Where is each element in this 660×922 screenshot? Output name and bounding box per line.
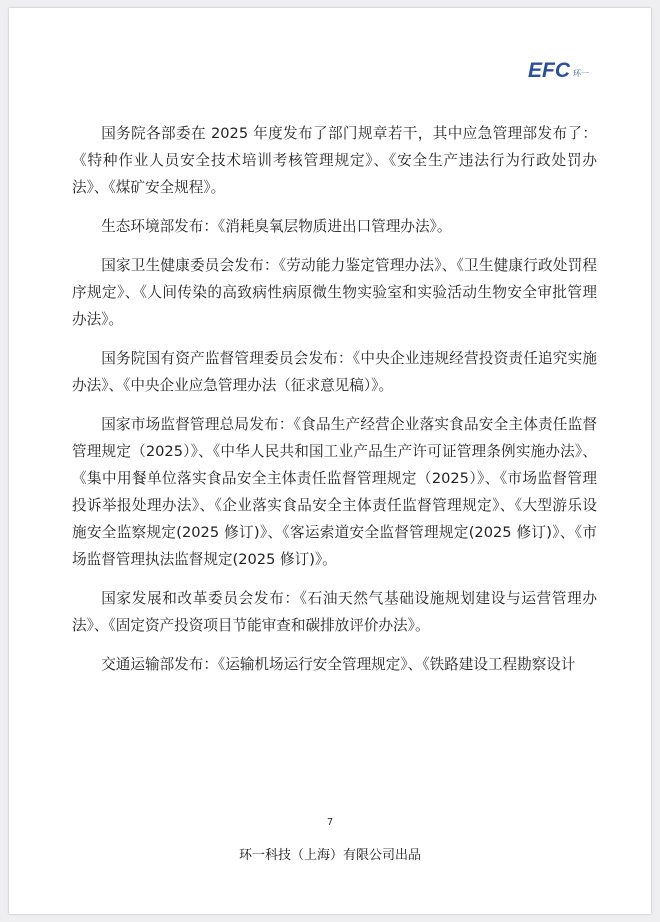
page-number: 7	[326, 817, 334, 828]
paragraph-health-commission: 国家卫生健康委员会发布：《劳动能力鉴定管理办法》、《卫生健康行政处罚程序规定》、《人间传染的高致病性病原微生物实验室和实验活动生物安全审批管理办法》。	[72, 257, 597, 328]
document-page	[9, 8, 651, 914]
company-logo	[528, 60, 589, 82]
paragraph-emergency-management: 国务院各部委在 2025 年度发布了部门规章若干，其中应急管理部发布了：《特种作业人员安全技术培训考核管理规定》、《安全生产违法行为行政处罚办法》、《煤矿安全规程》。	[72, 125, 597, 196]
logo-mark: EFC	[528, 59, 570, 82]
paragraph-ndrc: 国家发展和改革委员会发布：《石油天然气基础设施规划建设与运营管理办法》、《固定资产投资项目节能审查和碳排放评价办法》。	[72, 590, 597, 634]
footer-publisher: 环一科技（上海）有限公司出品	[238, 848, 421, 863]
document-body	[72, 120, 597, 690]
paragraph-transport: 交通运输部发布：《运输机场运行安全管理规定》、《铁路建设工程勘察设计	[101, 656, 576, 673]
paragraph-sasac: 国务院国有资产监督管理委员会发布：《中央企业违规经营投资责任追究实施办法》、《中央企业应急管理办法（征求意见稿）》。	[72, 350, 597, 394]
paragraph-market-regulation: 国家市场监督管理总局发布：《食品生产经营企业落实食品安全主体责任监督管理规定（2025）》、《中华人民共和国工业产品生产许可证管理条例实施办法》、《集中用餐单位落实食品安全主体责任监督管理规定（2025）》、《市场监督管理投诉举报处理办法》、《企业落实食品安全主体责任监督管理规定》、《大型游乐设施安全监察规定(2025 修订)》、《客运索道安全监督管理规定(2025 修订)》、《市场监督管理执法监督规定(2025 修订)》。	[72, 416, 597, 568]
paragraph-ecology-environment: 生态环境部发布：《消耗臭氧层物质进出口管理办法》。	[101, 218, 452, 235]
logo-text: 环一	[573, 69, 589, 78]
